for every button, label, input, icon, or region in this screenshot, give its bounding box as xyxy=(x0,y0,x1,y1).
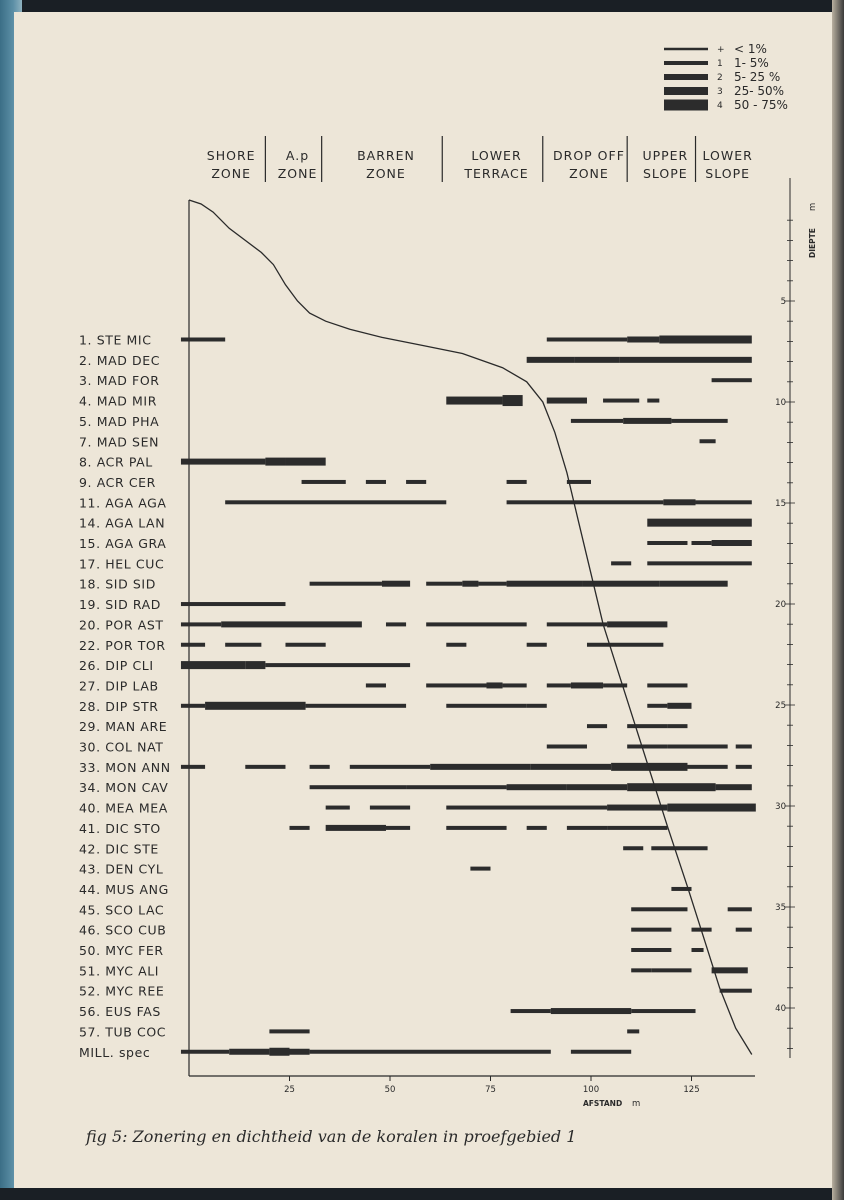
density-bar xyxy=(587,643,663,647)
zone-name: A.p xyxy=(285,148,310,163)
density-bar xyxy=(265,663,410,667)
density-bar xyxy=(181,338,225,342)
density-bar xyxy=(671,419,727,423)
species-label: 3. MAD FOR xyxy=(79,373,160,389)
density-bar xyxy=(503,683,527,687)
legend-range: < 1% xyxy=(734,42,767,56)
density-bar xyxy=(667,804,755,812)
chart-bars xyxy=(181,336,756,1056)
density-bar xyxy=(285,458,325,466)
density-bar xyxy=(667,724,687,728)
species-label: 45. SCO LAC xyxy=(79,902,165,918)
density-bar xyxy=(571,1050,631,1054)
density-bar xyxy=(631,907,687,911)
density-bar xyxy=(712,540,752,546)
density-bar xyxy=(181,1050,229,1054)
species-label: 9. ACR CER xyxy=(79,474,156,490)
x-tick-label: 75 xyxy=(485,1085,496,1095)
species-label: 33. MON ANN xyxy=(79,759,171,775)
species-label: 26. DIP CLI xyxy=(79,658,154,674)
x-axis-unit: m xyxy=(632,1099,641,1109)
density-bar xyxy=(627,783,715,791)
density-bar xyxy=(712,967,748,973)
x-tick-label: 125 xyxy=(683,1085,700,1095)
density-bar xyxy=(366,683,386,687)
density-bar xyxy=(507,784,567,790)
zone-name: ZONE xyxy=(569,166,609,181)
density-bar xyxy=(265,458,285,466)
density-bar xyxy=(181,622,221,626)
legend-swatch xyxy=(664,74,708,80)
species-labels xyxy=(79,333,171,1060)
density-bar xyxy=(591,1008,631,1014)
x-tick-label: 50 xyxy=(384,1085,396,1095)
density-bar xyxy=(181,661,245,669)
density-bar xyxy=(728,907,752,911)
density-bar xyxy=(547,398,587,404)
species-label: 11. AGA AGA xyxy=(79,495,167,511)
species-label: 22. POR TOR xyxy=(79,637,166,653)
density-bar xyxy=(547,745,587,749)
species-label: 44. MUS ANG xyxy=(79,881,169,897)
density-bar xyxy=(736,745,752,749)
density-bar xyxy=(687,765,727,769)
density-bar xyxy=(426,582,462,586)
species-label: 30. COL NAT xyxy=(79,739,164,755)
density-bar xyxy=(290,826,310,830)
density-bar xyxy=(647,683,687,687)
species-label: 51. MYC ALI xyxy=(79,963,160,979)
y-tick-label: 25 xyxy=(775,701,786,711)
density-bar xyxy=(631,1009,695,1013)
density-bar xyxy=(627,337,659,343)
species-label: 2. MAD DEC xyxy=(79,352,161,368)
species-label: 7. MAD SEN xyxy=(79,434,160,450)
density-bar xyxy=(631,948,671,952)
zone-name: DROP OFF xyxy=(553,148,625,163)
species-label: 29. MAN ARE xyxy=(79,719,168,735)
density-bar xyxy=(631,928,671,932)
legend-range: 1- 5% xyxy=(734,56,769,70)
legend-range: 25- 50% xyxy=(734,84,785,98)
density-bar xyxy=(181,704,205,708)
legend-code: 1 xyxy=(717,59,723,69)
density-bar xyxy=(667,703,691,709)
density-bar xyxy=(547,338,627,342)
density-bar xyxy=(470,867,490,871)
density-bar xyxy=(310,765,330,769)
density-bar xyxy=(462,581,478,587)
zone-name: TERRACE xyxy=(464,166,529,181)
density-bar xyxy=(700,439,716,443)
density-bar xyxy=(531,764,611,770)
species-label: 8. ACR PAL xyxy=(79,454,153,470)
density-bar xyxy=(575,357,619,363)
density-bar xyxy=(511,1009,551,1013)
y-tick-label: 5 xyxy=(780,297,786,307)
density-bar xyxy=(290,1049,310,1055)
zone-header xyxy=(207,136,753,182)
density-bar xyxy=(692,541,712,545)
species-label: 41. DIC STO xyxy=(79,820,161,836)
density-bar xyxy=(302,480,346,484)
species-label: 40. MEA MEA xyxy=(79,800,168,816)
density-bar xyxy=(406,480,426,484)
density-bar xyxy=(736,765,752,769)
density-bar xyxy=(181,765,205,769)
zone-name: BARREN xyxy=(357,148,415,163)
species-label: MILL. spec xyxy=(79,1044,151,1060)
zone-name: SLOPE xyxy=(642,166,688,181)
zone-name: SLOPE xyxy=(705,166,751,181)
density-bar xyxy=(446,643,466,647)
density-bar xyxy=(619,357,752,363)
species-label: 19. SID RAD xyxy=(79,597,162,613)
legend-code: 2 xyxy=(717,73,723,83)
legend-code: 4 xyxy=(717,101,723,111)
density-bar xyxy=(547,622,607,626)
density-bar xyxy=(692,948,704,952)
density-bar xyxy=(181,459,265,465)
density-bar xyxy=(611,561,631,565)
density-bar xyxy=(551,1008,591,1014)
species-label: 17. HEL CUC xyxy=(79,556,165,572)
density-bar xyxy=(310,582,382,586)
density-bar xyxy=(567,784,627,790)
density-bar xyxy=(221,621,362,627)
zone-name: ZONE xyxy=(211,166,252,181)
legend-swatch xyxy=(664,100,708,111)
density-bar xyxy=(651,846,707,850)
density-bar xyxy=(736,928,752,932)
density-bar xyxy=(527,826,547,830)
density-bar xyxy=(587,724,607,728)
density-bar xyxy=(229,1049,269,1055)
density-bar xyxy=(712,378,752,382)
density-bar xyxy=(386,826,410,830)
density-bar xyxy=(225,643,261,647)
density-bar xyxy=(310,785,406,789)
density-bar xyxy=(659,581,727,587)
y-tick-label: 30 xyxy=(775,802,786,812)
zone-name: LOWER xyxy=(471,148,522,163)
density-bar xyxy=(547,683,571,687)
density-bar xyxy=(507,500,664,504)
y-axis-unit: m xyxy=(808,202,818,211)
density-bar xyxy=(567,826,607,830)
y-tick-label: 40 xyxy=(775,1004,786,1014)
density-bar xyxy=(446,704,526,708)
legend-code: 3 xyxy=(717,87,723,97)
density-bar xyxy=(478,582,506,586)
density-bar xyxy=(446,397,502,405)
figure-caption: fig 5: Zonering en dichtheid van de koralen in proefgebied 1 xyxy=(86,1127,577,1146)
species-label: 27. DIP LAB xyxy=(79,678,159,694)
density-bar xyxy=(623,846,643,850)
density-bar xyxy=(225,500,446,504)
density-bar xyxy=(326,806,350,810)
density-bar xyxy=(269,1029,309,1033)
zone-name: SHORE xyxy=(206,148,256,163)
density-bar xyxy=(446,806,607,810)
chart-legend xyxy=(664,42,788,112)
species-label: 50. MYC FER xyxy=(79,943,164,958)
density-bar xyxy=(627,745,667,749)
legend-swatch xyxy=(664,61,708,65)
x-axis-label: AFSTAND xyxy=(583,1099,623,1108)
legend-swatch xyxy=(664,87,708,95)
density-bar xyxy=(503,395,523,406)
legend-swatch xyxy=(664,48,708,51)
density-bar xyxy=(446,826,506,830)
density-bar xyxy=(716,784,752,790)
species-label: 34. MON CAV xyxy=(79,780,169,796)
species-label: 5. MAD PHA xyxy=(79,413,160,429)
density-bar xyxy=(181,643,205,647)
density-bar xyxy=(720,989,752,993)
density-bar xyxy=(647,399,659,403)
species-label: 20. POR AST xyxy=(79,617,164,633)
density-bar xyxy=(426,622,527,626)
density-bar xyxy=(659,336,751,344)
density-bar xyxy=(507,581,583,587)
x-tick-label: 25 xyxy=(284,1085,295,1095)
zone-name: ZONE xyxy=(366,166,406,181)
density-bar xyxy=(386,622,406,626)
density-bar xyxy=(663,499,695,505)
density-bar xyxy=(627,724,667,728)
density-bar xyxy=(627,1029,639,1033)
density-bar xyxy=(607,826,667,830)
density-bar xyxy=(366,480,386,484)
species-label: 1. STE MIC xyxy=(79,332,152,348)
species-label: 15. AGA GRA xyxy=(79,536,167,551)
y-tick-label: 20 xyxy=(775,600,786,610)
density-bar xyxy=(571,682,603,688)
species-label: 43. DEN CYL xyxy=(79,861,164,877)
legend-range: 50 - 75% xyxy=(734,98,788,112)
legend-range: 5- 25 % xyxy=(734,70,781,84)
density-bar xyxy=(603,399,639,403)
density-bar xyxy=(269,1048,289,1056)
species-label: 46. SCO CUB xyxy=(79,922,167,938)
y-tick-label: 10 xyxy=(775,398,786,408)
density-bar xyxy=(667,745,727,749)
density-bar xyxy=(571,419,623,423)
density-bar xyxy=(631,968,651,972)
density-bar xyxy=(647,519,752,527)
density-bar xyxy=(205,702,306,710)
species-label: 18. SID SID xyxy=(79,576,156,592)
density-bar xyxy=(527,704,547,708)
species-label: 42. DIC STE xyxy=(79,841,159,857)
zone-name: ZONE xyxy=(277,166,318,181)
density-bar xyxy=(486,682,502,688)
species-label: 14. AGA LAN xyxy=(79,515,166,531)
density-bar xyxy=(245,661,265,669)
species-label: 57. TUB COC xyxy=(79,1024,167,1040)
y-tick-label: 15 xyxy=(775,499,786,509)
density-bar xyxy=(430,764,531,770)
species-label: 56. EUS FAS xyxy=(79,1004,161,1020)
density-bar xyxy=(285,643,325,647)
density-bar xyxy=(382,581,410,587)
x-tick-label: 100 xyxy=(582,1085,600,1095)
y-axis-label: DIEPTE xyxy=(808,228,817,258)
density-bar xyxy=(647,704,667,708)
density-bar xyxy=(527,643,547,647)
density-bar xyxy=(651,968,691,972)
density-bar xyxy=(507,480,527,484)
density-bar xyxy=(310,1050,551,1054)
density-bar xyxy=(623,418,671,424)
density-bar xyxy=(527,357,575,363)
density-bar xyxy=(245,765,285,769)
species-label: 28. DIP STR xyxy=(79,698,159,714)
zone-name: UPPER xyxy=(642,148,689,163)
species-label: 4. MAD MIR xyxy=(79,393,157,409)
density-bar xyxy=(306,704,407,708)
density-bar xyxy=(567,480,591,484)
density-bar xyxy=(696,500,752,504)
zone-name: LOWER xyxy=(702,148,753,163)
density-bar xyxy=(647,561,752,565)
species-label: 52. MYC REE xyxy=(79,983,165,999)
density-bar xyxy=(181,602,286,606)
density-bar xyxy=(426,683,486,687)
density-bar xyxy=(406,785,507,789)
density-bar xyxy=(350,765,430,769)
y-tick-label: 35 xyxy=(775,903,786,913)
density-bar xyxy=(326,825,386,831)
legend-code: + xyxy=(717,45,725,55)
density-bar xyxy=(607,805,667,811)
density-bar xyxy=(647,541,687,545)
density-bar xyxy=(607,621,667,627)
density-bar xyxy=(370,806,410,810)
